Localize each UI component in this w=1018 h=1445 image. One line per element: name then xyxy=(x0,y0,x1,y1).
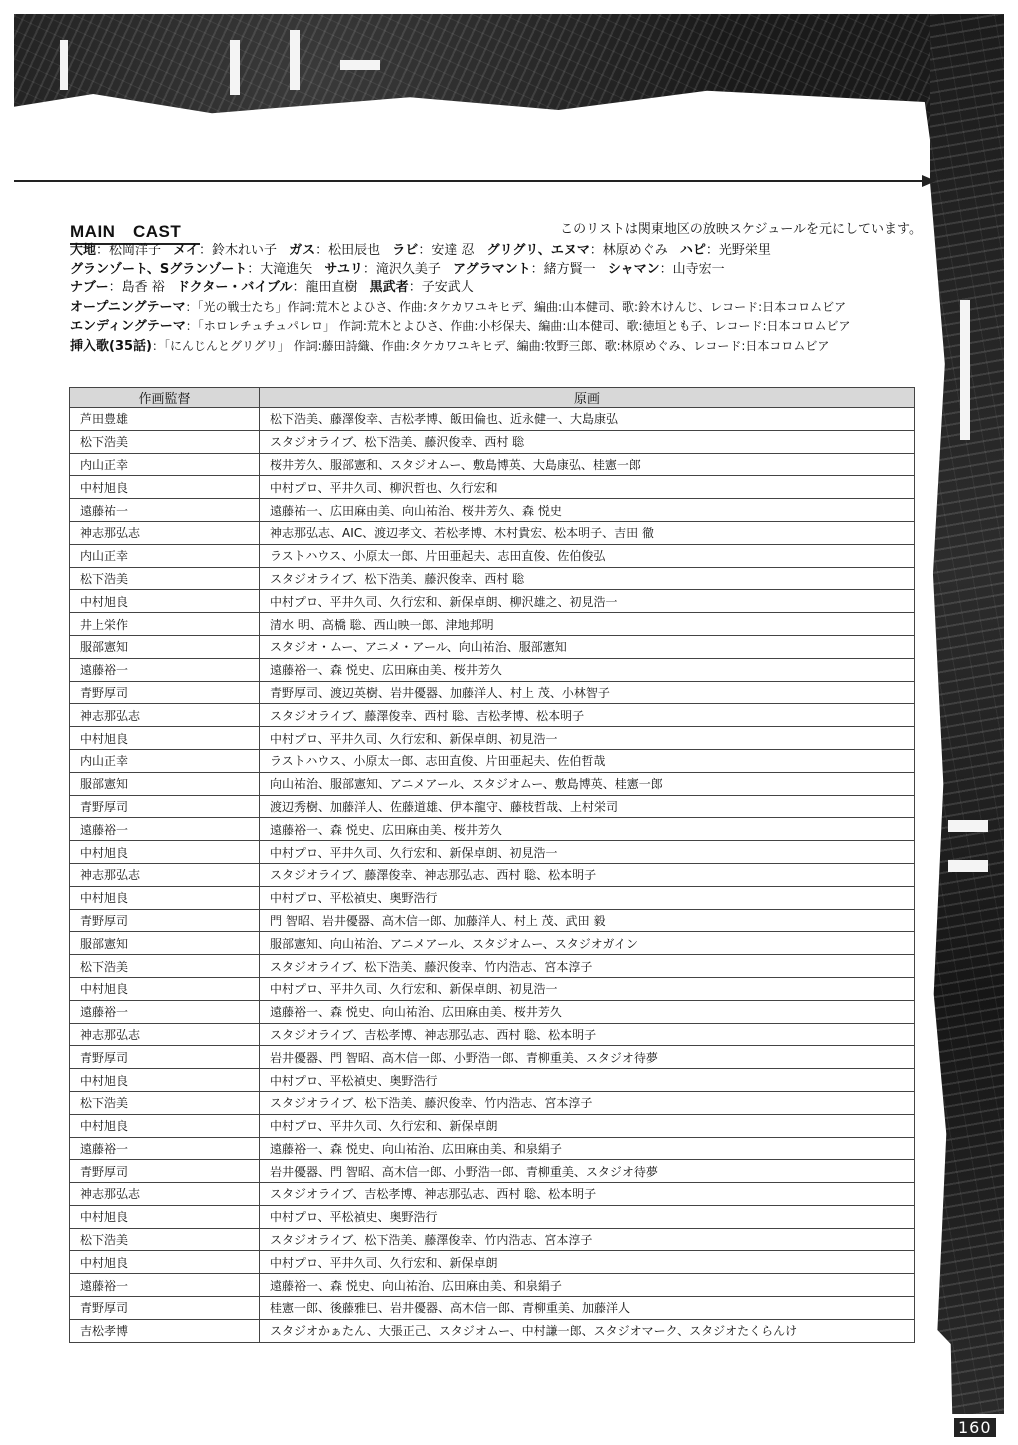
table-row xyxy=(70,955,915,978)
key-animation-cell: 遠藤裕一、森 悦史、広田麻由美、桜井芳久 xyxy=(260,818,915,841)
animation-director-cell: 青野厚司 xyxy=(70,1160,260,1183)
animation-director-cell: 遠藤裕一 xyxy=(70,818,260,841)
cast-entry: ガス：松田辰也 xyxy=(289,243,381,258)
animation-director-cell: 青野厚司 xyxy=(70,795,260,818)
table-row xyxy=(70,704,915,727)
key-animation-cell: スタジオ・ムー、アニメ・アール、向山祐治、服部憲知 xyxy=(260,635,915,658)
animation-director-cell: 芦田豊雄 xyxy=(70,408,260,431)
key-animation-cell: ラストハウス、小原太一郎、片田亜起夫、志田直俊、佐伯俊弘 xyxy=(260,544,915,567)
key-animation-cell: 遠藤裕一、森 悦史、向山祐治、広田麻由美、和泉絹子 xyxy=(260,1274,915,1297)
key-animation-cell: 遠藤裕一、森 悦史、向山祐治、広田麻由美、桜井芳久 xyxy=(260,1000,915,1023)
animation-director-cell: 青野厚司 xyxy=(70,1046,260,1069)
key-animation-cell: 服部憲知、向山祐治、アニメアール、スタジオムー、スタジオガイン xyxy=(260,932,915,955)
table-row xyxy=(70,476,915,499)
table-row xyxy=(70,521,915,544)
animation-director-cell: 遠藤祐一 xyxy=(70,499,260,522)
key-animation-cell: 中村プロ、平井久司、久行宏和、新保卓朗 xyxy=(260,1251,915,1274)
animation-director-cell: 内山正幸 xyxy=(70,749,260,772)
key-animation-cell: 中村プロ、平松禎史、奥野浩行 xyxy=(260,886,915,909)
table-row xyxy=(70,727,915,750)
table-row xyxy=(70,1091,915,1114)
animation-director-cell: 中村旭良 xyxy=(70,476,260,499)
animation-director-cell: 松下浩美 xyxy=(70,1091,260,1114)
key-animation-cell: 中村プロ、平井久司、久行宏和、新保卓朗、初見浩一 xyxy=(260,841,915,864)
table-row xyxy=(70,818,915,841)
animation-director-cell: 服部憲知 xyxy=(70,932,260,955)
artwork-glyph xyxy=(60,40,68,90)
cast-line xyxy=(70,279,930,298)
key-animation-cell: 中村プロ、平井久司、久行宏和、新保卓朗、初見浩一 xyxy=(260,727,915,750)
key-animation-cell: スタジオライブ、藤澤俊幸、西村 聡、吉松孝博、松本明子 xyxy=(260,704,915,727)
animation-director-cell: 中村旭良 xyxy=(70,1114,260,1137)
key-animation-cell: 松下浩美、藤澤俊幸、吉松孝博、飯田倫也、近永健一、大島康弘 xyxy=(260,408,915,431)
animation-director-cell: 神志那弘志 xyxy=(70,521,260,544)
key-animation-cell: スタジオライブ、吉松孝博、神志那弘志、西村 聡、松本明子 xyxy=(260,1023,915,1046)
table-row xyxy=(70,1274,915,1297)
animation-director-cell: 神志那弘志 xyxy=(70,704,260,727)
artwork-glyph xyxy=(340,60,380,70)
key-animation-cell: 遠藤祐一、広田麻由美、向山祐治、桜井芳久、森 悦史 xyxy=(260,499,915,522)
artwork-glyph xyxy=(290,30,300,90)
key-animation-cell: 清水 明、高橋 聡、西山映一郎、津地邦明 xyxy=(260,613,915,636)
animation-director-cell: 中村旭良 xyxy=(70,841,260,864)
key-animation-cell: スタジオライブ、吉松孝博、神志那弘志、西村 聡、松本明子 xyxy=(260,1183,915,1206)
key-animation-cell: 神志那弘志、AIC、渡辺孝文、若松孝博、木村貴宏、松本明子、吉田 徹 xyxy=(260,521,915,544)
table-row xyxy=(70,749,915,772)
cast-list xyxy=(70,242,930,356)
ending-theme-credit: エンディングテーマ：「ホロレチュチュパレロ」 作詞:荒木とよひさ、作曲:小杉保夫、編曲:山本健司、歌:徳垣とも子、レコード:日本コロムビア xyxy=(70,319,851,334)
animation-director-cell: 神志那弘志 xyxy=(70,1183,260,1206)
cast-entry: ドクター・バイブル：龍田直樹 xyxy=(176,280,358,295)
column-header-animation-director: 作画監督 xyxy=(70,388,260,408)
divider-arrow-icon xyxy=(922,175,936,187)
table-body xyxy=(70,408,915,1343)
key-animation-cell: 岩井優器、門 智昭、高木信一郎、小野浩一郎、青柳重美、スタジオ待夢 xyxy=(260,1160,915,1183)
cast-entry: アグラマント：緒方賢一 xyxy=(453,261,596,277)
key-animation-cell: スタジオかぁたん、大張正己、スタジオムー、中村謙一郎、スタジオマーク、スタジオたくらんけ xyxy=(260,1319,915,1342)
table-row xyxy=(70,544,915,567)
artwork-glyph xyxy=(230,40,240,95)
header-grunge-artwork xyxy=(14,14,1004,174)
table-row xyxy=(70,795,915,818)
table-row xyxy=(70,658,915,681)
table-row xyxy=(70,1046,915,1069)
header-divider xyxy=(14,180,926,182)
cast-line xyxy=(70,261,930,280)
animation-director-cell: 遠藤裕一 xyxy=(70,1274,260,1297)
animation-director-cell: 青野厚司 xyxy=(70,1297,260,1320)
animation-director-cell: 松下浩美 xyxy=(70,567,260,590)
key-animation-cell: スタジオライブ、松下浩美、藤沢俊幸、竹内浩志、宮本淳子 xyxy=(260,1091,915,1114)
key-animation-cell: 向山祐治、服部憲知、アニメアール、スタジオムー、敷島博英、桂憲一郎 xyxy=(260,772,915,795)
cast-entry: ナブー：島香 裕 xyxy=(70,280,165,295)
animation-director-cell: 吉松孝博 xyxy=(70,1319,260,1342)
table-row xyxy=(70,453,915,476)
table-row xyxy=(70,681,915,704)
table-row xyxy=(70,1183,915,1206)
key-animation-cell: 桂憲一郎、後藤雅巳、岩井優器、高木信一郎、青柳重美、加藤洋人 xyxy=(260,1297,915,1320)
animation-director-cell: 中村旭良 xyxy=(70,1251,260,1274)
animation-director-cell: 遠藤裕一 xyxy=(70,1000,260,1023)
key-animation-cell: 岩井優器、門 智昭、高木信一郎、小野浩一郎、青柳重美、スタジオ待夢 xyxy=(260,1046,915,1069)
animation-director-cell: 松下浩美 xyxy=(70,430,260,453)
page-number: 160 xyxy=(954,1418,996,1437)
animation-director-cell: 中村旭良 xyxy=(70,977,260,1000)
key-animation-cell: 中村プロ、平松禎史、奥野浩行 xyxy=(260,1205,915,1228)
animation-director-cell: 井上栄作 xyxy=(70,613,260,636)
key-animation-cell: スタジオライブ、藤澤俊幸、神志那弘志、西村 聡、松本明子 xyxy=(260,863,915,886)
key-animation-cell: 門 智昭、岩井優器、高木信一郎、加藤洋人、村上 茂、武田 毅 xyxy=(260,909,915,932)
key-animation-cell: 中村プロ、平井久司、久行宏和、新保卓朗 xyxy=(260,1114,915,1137)
key-animation-cell: 青野厚司、渡辺英樹、岩井優器、加藤洋人、村上 茂、小林智子 xyxy=(260,681,915,704)
key-animation-cell: 桜井芳久、服部憲和、スタジオムー、敷島博英、大島康弘、桂憲一郎 xyxy=(260,453,915,476)
column-header-key-animation: 原画 xyxy=(260,388,915,408)
animation-director-cell: 青野厚司 xyxy=(70,909,260,932)
table-row xyxy=(70,1160,915,1183)
key-animation-cell: スタジオライブ、松下浩美、藤沢俊幸、西村 聡 xyxy=(260,430,915,453)
insert-song-credit: 挿入歌(35話)：「にんじんとグリグリ」 作詞:藤田詩織、作曲:タケカワユキヒデ、編曲:牧野三郎、歌:林原めぐみ、レコード:日本コロムビア xyxy=(70,338,830,354)
animation-director-cell: 中村旭良 xyxy=(70,886,260,909)
animation-staff-table xyxy=(69,387,915,1343)
table-row xyxy=(70,635,915,658)
table-row xyxy=(70,932,915,955)
animation-director-cell: 松下浩美 xyxy=(70,1228,260,1251)
cast-entry: 黒武者：子安武人 xyxy=(369,280,474,295)
table-row xyxy=(70,772,915,795)
table-row xyxy=(70,567,915,590)
key-animation-cell: 遠藤裕一、森 悦史、広田麻由美、桜井芳久 xyxy=(260,658,915,681)
animation-director-cell: 神志那弘志 xyxy=(70,1023,260,1046)
animation-director-cell: 中村旭良 xyxy=(70,590,260,613)
table-row xyxy=(70,1319,915,1342)
cast-entry: メイ：鈴木れい子 xyxy=(173,243,277,258)
cast-entry: ラビ：安達 忍 xyxy=(392,243,475,258)
table-row xyxy=(70,1137,915,1160)
section-title: MAIN CAST xyxy=(70,217,200,245)
table-header-row xyxy=(70,388,915,408)
key-animation-cell: ラストハウス、小原太一郎、志田直俊、片田亜起夫、佐伯哲哉 xyxy=(260,749,915,772)
cast-entry: シャマン：山寺宏一 xyxy=(607,261,725,277)
artwork-glyph xyxy=(948,860,988,872)
table-row xyxy=(70,430,915,453)
table-row xyxy=(70,863,915,886)
key-animation-cell: 中村プロ、平井久司、柳沢哲也、久行宏和 xyxy=(260,476,915,499)
table-row xyxy=(70,613,915,636)
table-row xyxy=(70,1251,915,1274)
key-animation-cell: 中村プロ、平井久司、久行宏和、新保卓朗、初見浩一 xyxy=(260,977,915,1000)
key-animation-cell: スタジオライブ、松下浩美、藤沢俊幸、竹内浩志、宮本淳子 xyxy=(260,955,915,978)
key-animation-cell: スタジオライブ、松下浩美、藤沢俊幸、西村 聡 xyxy=(260,567,915,590)
table-row xyxy=(70,1000,915,1023)
artwork-glyph xyxy=(960,300,970,440)
animation-director-cell: 内山正幸 xyxy=(70,453,260,476)
table-row xyxy=(70,841,915,864)
key-animation-cell: スタジオライブ、松下浩美、藤澤俊幸、竹内浩志、宮本淳子 xyxy=(260,1228,915,1251)
table-row xyxy=(70,977,915,1000)
cast-entry: ハピ：光野栄里 xyxy=(679,243,771,258)
artwork-glyph xyxy=(948,820,988,832)
table-row xyxy=(70,1297,915,1320)
cast-entry: サユリ：滝沢久美子 xyxy=(324,261,441,277)
animation-director-cell: 松下浩美 xyxy=(70,955,260,978)
animation-director-cell: 服部憲知 xyxy=(70,635,260,658)
cast-line xyxy=(70,242,930,261)
animation-director-cell: 服部憲知 xyxy=(70,772,260,795)
key-animation-cell: 中村プロ、平松禎史、奥野浩行 xyxy=(260,1069,915,1092)
animation-director-cell: 青野厚司 xyxy=(70,681,260,704)
key-animation-cell: 渡辺秀樹、加藤洋人、佐藤道雄、伊本龍守、藤枝哲哉、上村栄司 xyxy=(260,795,915,818)
cast-entry: グリグリ、エヌマ：林原めぐみ xyxy=(486,243,668,258)
animation-director-cell: 遠藤裕一 xyxy=(70,658,260,681)
opening-theme-credit: オープニングテーマ：「光の戦士たち」作詞:荒木とよひさ、作曲:タケカワユキヒデ、編曲:山本健司、歌:鈴木けんじ、レコード:日本コロムビア xyxy=(70,299,847,315)
table-row xyxy=(70,1069,915,1092)
table-row xyxy=(70,1023,915,1046)
table-row xyxy=(70,1228,915,1251)
cast-entry: グランゾート、Sグランゾート：大滝進矢 xyxy=(70,261,313,277)
table-row xyxy=(70,909,915,932)
cast-entry: 大地：松岡洋子 xyxy=(70,243,162,258)
table-row xyxy=(70,1114,915,1137)
side-grunge-artwork xyxy=(930,14,1004,1414)
table-row xyxy=(70,590,915,613)
animation-director-cell: 内山正幸 xyxy=(70,544,260,567)
table-row xyxy=(70,886,915,909)
table-row xyxy=(70,499,915,522)
schedule-note: このリストは関東地区の放映スケジュールを元にしています。 xyxy=(560,222,922,237)
animation-director-cell: 遠藤裕一 xyxy=(70,1137,260,1160)
animation-director-cell: 神志那弘志 xyxy=(70,863,260,886)
key-animation-cell: 遠藤裕一、森 悦史、向山祐治、広田麻由美、和泉絹子 xyxy=(260,1137,915,1160)
animation-director-cell: 中村旭良 xyxy=(70,1069,260,1092)
table-row xyxy=(70,1205,915,1228)
animation-director-cell: 中村旭良 xyxy=(70,727,260,750)
animation-director-cell: 中村旭良 xyxy=(70,1205,260,1228)
key-animation-cell: 中村プロ、平井久司、久行宏和、新保卓朗、柳沢雄之、初見浩一 xyxy=(260,590,915,613)
table-row xyxy=(70,408,915,431)
